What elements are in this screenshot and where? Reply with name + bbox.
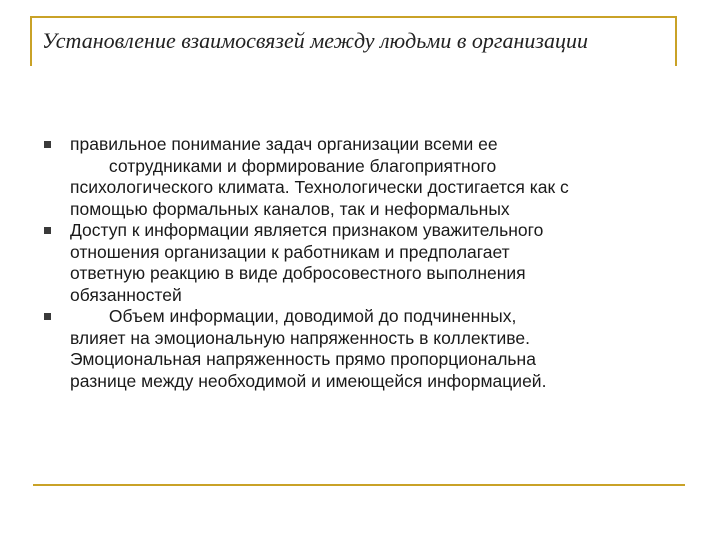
square-bullet-icon bbox=[44, 141, 51, 148]
bullet-item bbox=[40, 220, 690, 306]
bullet-item bbox=[40, 306, 690, 392]
bullet-text: Доступ к информации является признаком уважительного отношения организации к работникам и предполагает ответную реакцию в виде добросовестного выполнения обязанностей bbox=[70, 220, 544, 305]
slide-title: Установление взаимосвязей между людьми в организации bbox=[42, 28, 588, 53]
bullet-text: правильное понимание задач организации всеми ее сотрудниками и формирование благоприятного психологического климата. Технологически достигается как с помощью формальных каналов, так и неформальных bbox=[70, 134, 569, 219]
title-frame-right-border bbox=[675, 16, 677, 66]
bullet-text: Объем информации, доводимой до подчиненных, влияет на эмоциональную напряженность в коллективе. Эмоциональная напряженность прямо пропорциональна разнице между необходимой и имеющейся информацией. bbox=[70, 306, 547, 391]
bullet-list bbox=[40, 134, 690, 392]
square-bullet-icon bbox=[44, 313, 51, 320]
bullet-item bbox=[40, 134, 690, 220]
square-bullet-icon bbox=[44, 227, 51, 234]
title-frame-left-border bbox=[30, 16, 32, 66]
title-frame-top-border bbox=[30, 16, 677, 18]
bottom-divider bbox=[33, 484, 685, 486]
